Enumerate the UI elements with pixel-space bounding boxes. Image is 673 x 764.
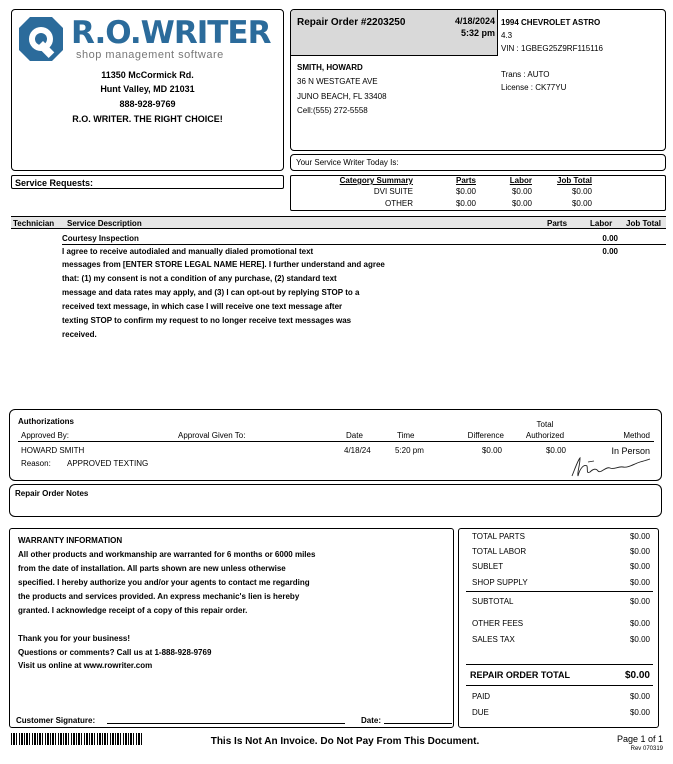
logo-tagline: shop management software [76, 49, 224, 61]
auth-date-header: Date [346, 431, 363, 440]
auth-time: 5:20 pm [395, 446, 424, 455]
category-row-labor: $0.00 [511, 199, 532, 208]
consent-text-line: that: (1) my consent is not a condition of any purchase, (2) standard text [62, 274, 337, 283]
warranty-visit: Visit us online at www.rowriter.com [18, 661, 153, 670]
wrench-logo-icon [16, 14, 66, 64]
paid-value: $0.00 [629, 692, 650, 701]
auth-approved-by: HOWARD SMITH [21, 446, 85, 455]
order-number: Repair Order #2203250 [297, 17, 406, 28]
logo-wordmark: R.O.WRITER [71, 15, 271, 51]
customer-street: 36 N WESTGATE AVE [297, 77, 378, 86]
category-row-labor: $0.00 [511, 187, 532, 196]
notes-box [9, 484, 662, 517]
vehicle-description: 1994 CHEVROLET ASTRO [501, 18, 601, 27]
customer-signature-label: Customer Signature: [16, 716, 96, 725]
other-fees-label: OTHER FEES [472, 619, 524, 628]
vehicle-license: License : CK77YU [501, 83, 567, 92]
company-address-2: Hunt Valley, MD 21031 [100, 84, 195, 94]
totals-divider [466, 591, 653, 592]
line-item-description: I agree to receive autodialed and manually dialed promotional text [62, 247, 314, 256]
signature-date-line [384, 723, 452, 724]
warranty-line: All other products and workmanship are warranted for 6 months or 6000 miles [18, 550, 316, 559]
company-slogan: R.O. WRITER. THE RIGHT CHOICE! [72, 114, 223, 124]
warranty-line: specified. I hereby authorize you and/or your agents to contact me regarding [18, 578, 310, 587]
technician-header: Technician [13, 219, 55, 228]
vehicle-vin: VIN : 1GBEG25Z9RF115116 [501, 44, 603, 53]
service-writer-label: Your Service Writer Today Is: [296, 158, 399, 167]
warranty-thanks: Thank you for your business! [18, 634, 131, 643]
warranty-title: WARRANTY INFORMATION [18, 536, 123, 545]
auth-header-divider [18, 441, 654, 442]
auth-total-header-line2: Authorized [525, 431, 565, 440]
auth-total: $0.00 [545, 446, 566, 455]
warranty-line: the products and services provided. An express mechanic's lien is hereby [18, 592, 300, 601]
signature-date-label: Date: [361, 716, 382, 725]
company-address-1: 11350 McCormick Rd. [101, 70, 194, 80]
vehicle-engine: 4.3 [501, 31, 513, 40]
warranty-line: granted. I acknowledge receipt of a copy of this repair order. [18, 606, 248, 615]
auth-date: 4/18/24 [344, 446, 371, 455]
total-parts-value: $0.00 [629, 532, 650, 541]
service-requests-label: Service Requests: [15, 178, 94, 188]
line-item-labor: 0.00 [602, 234, 618, 243]
customer-name: SMITH, HOWARD [297, 63, 363, 72]
category-row-parts: $0.00 [455, 199, 476, 208]
customer-city: JUNO BEACH, FL 33408 [297, 92, 387, 101]
due-value: $0.00 [629, 708, 650, 717]
total-parts-label: TOTAL PARTS [472, 532, 525, 541]
warranty-questions: Questions or comments? Call us at 1-888-928-9769 [18, 648, 212, 657]
consent-text-line: texting STOP to confirm my request to no longer receive text messages was [62, 316, 352, 325]
line-item-description: Courtesy Inspection [62, 234, 139, 243]
total-labor-value: $0.00 [629, 547, 650, 556]
subtotal-value: $0.00 [629, 597, 650, 606]
auth-approved-by-header: Approved By: [21, 431, 70, 440]
shop-supply-label: SHOP SUPPLY [472, 578, 528, 587]
category-row-name: DVI SUITE [373, 187, 413, 196]
subtotal-label: SUBTOTAL [472, 597, 514, 606]
consent-text-line: message and data rates may apply, and (3) I can opt-out by replying STOP to a [62, 288, 360, 297]
category-jobtotal-header: Job Total [557, 176, 592, 185]
auth-total-header-line1: Total [536, 420, 554, 429]
category-summary-header: Category Summary [339, 176, 413, 185]
page-number: Page 1 of 1 [616, 734, 663, 744]
auth-difference: $0.00 [481, 446, 502, 455]
revision: Rev 070319 [630, 746, 663, 752]
consent-text-line: messages from [ENTER STORE LEGAL NAME HERE]. I further understand and agree [62, 260, 385, 269]
sales-tax-value: $0.00 [629, 635, 650, 644]
line-item-labor: 0.00 [602, 247, 618, 256]
repair-order-total-label: REPAIR ORDER TOTAL [470, 670, 571, 680]
category-row-total: $0.00 [571, 187, 592, 196]
category-labor-header: Labor [509, 176, 532, 185]
repair-order-total-value: $0.00 [624, 670, 650, 681]
company-phone: 888-928-9769 [119, 99, 176, 109]
category-parts-header: Parts [455, 176, 476, 185]
labor-header: Labor [590, 219, 613, 228]
due-label: DUE [472, 708, 489, 717]
auth-method: In Person [611, 446, 650, 456]
category-row-total: $0.00 [571, 199, 592, 208]
sales-tax-label: SALES TAX [472, 635, 515, 644]
customer-signature-image [568, 452, 652, 480]
auth-difference-header: Difference [467, 431, 504, 440]
warranty-line: from the date of installation. All parts shown are new unless otherwise [18, 564, 286, 573]
grand-total-divider [466, 664, 653, 665]
customer-cell: Cell:(555) 272-5558 [297, 106, 368, 115]
auth-method-header: Method [623, 431, 650, 440]
parts-header: Parts [547, 219, 568, 228]
company-logo [16, 14, 278, 64]
other-fees-value: $0.00 [629, 619, 650, 628]
sublet-label: SUBLET [472, 562, 504, 571]
auth-reason: APPROVED TEXTING [67, 459, 149, 468]
barcode [11, 733, 143, 745]
consent-text-line: received. [62, 330, 97, 339]
paid-label: PAID [472, 692, 491, 701]
authorizations-title: Authorizations [18, 417, 74, 426]
vehicle-trans: Trans : AUTO [501, 70, 550, 79]
sublet-value: $0.00 [629, 562, 650, 571]
description-header: Service Description [67, 219, 142, 228]
not-invoice-notice: This Is Not An Invoice. Do Not Pay From This Document. [210, 736, 480, 747]
shop-supply-value: $0.00 [629, 578, 650, 587]
order-date: 4/18/2024 [454, 16, 495, 26]
auth-time-header: Time [397, 431, 415, 440]
auth-given-to-header: Approval Given To: [178, 431, 246, 440]
order-time: 5:32 pm [460, 28, 495, 38]
category-row-parts: $0.00 [455, 187, 476, 196]
notes-label: Repair Order Notes [15, 489, 89, 498]
total-labor-label: TOTAL LABOR [472, 547, 527, 556]
grand-total-bottom-divider [466, 685, 653, 686]
consent-text-line: received text message, in which case I will receive one text message after [62, 302, 343, 311]
category-row-name: OTHER [385, 199, 413, 208]
line-item-divider [62, 244, 666, 245]
signature-line [107, 723, 345, 724]
job-total-header: Job Total [626, 219, 661, 228]
auth-reason-label: Reason: [21, 459, 51, 468]
